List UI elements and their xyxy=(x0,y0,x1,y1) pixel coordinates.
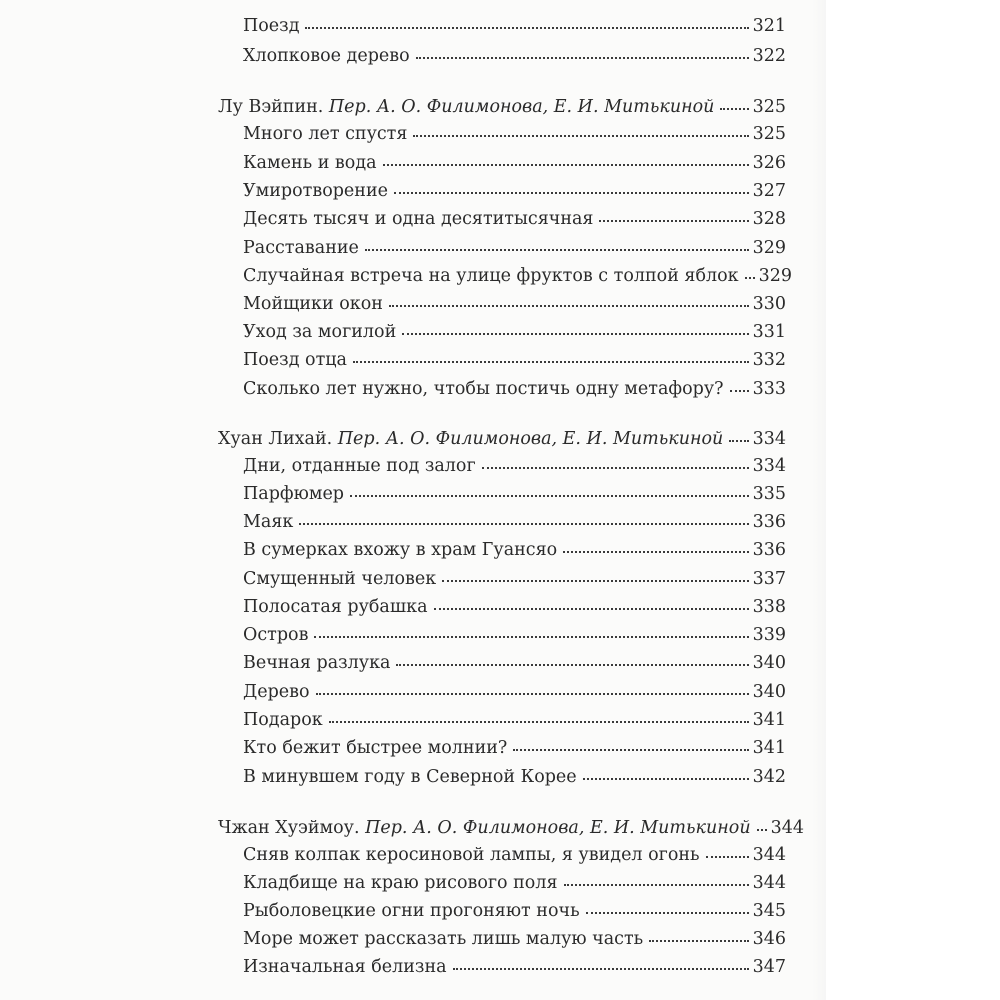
toc-entry xyxy=(0,929,826,955)
entry-page: 331 xyxy=(752,322,786,342)
dot-leader xyxy=(314,636,748,638)
translator-credit: Пер. А. О. Филимонова, Е. И. Митькиной xyxy=(365,818,751,838)
entry-page: 342 xyxy=(752,767,786,787)
dot-leader xyxy=(434,608,749,610)
entry-title: Изначальная белизна xyxy=(243,957,447,977)
dot-leader xyxy=(383,164,749,166)
entry-page: 334 xyxy=(752,456,786,476)
entry-title: Мойщики окон xyxy=(243,294,383,314)
toc-entry xyxy=(0,350,826,376)
entry-page: 345 xyxy=(752,901,786,921)
dot-leader xyxy=(416,57,749,59)
dot-leader xyxy=(350,495,749,497)
entry-title: Кто бежит быстрее молнии? xyxy=(243,738,508,758)
entry-page: 340 xyxy=(752,653,786,673)
entry-title: Случайная встреча на улице фруктов с толпой яблок xyxy=(243,266,739,286)
author-name: Хуан Лихай. xyxy=(218,429,333,449)
dot-leader xyxy=(396,664,748,666)
dot-leader xyxy=(563,551,748,553)
entry-title: Дни, отданные под залог xyxy=(243,456,476,476)
entry-page: 332 xyxy=(752,350,786,370)
dot-leader xyxy=(453,968,749,970)
toc-entry xyxy=(0,682,826,708)
dot-leader xyxy=(316,693,749,695)
entry-title: Уход за могилой xyxy=(243,322,397,342)
entry-page: 339 xyxy=(752,625,786,645)
dot-leader xyxy=(729,440,748,442)
entry-title: Остров xyxy=(243,625,309,645)
entry-title: Рыболовецкие огни прогоняют ночь xyxy=(243,901,580,921)
entry-page: 335 xyxy=(752,484,786,504)
toc-entry xyxy=(0,209,826,235)
entry-title: Поезд отца xyxy=(243,350,347,370)
dot-leader xyxy=(329,721,749,723)
entry-page: 326 xyxy=(752,153,786,173)
toc-entry xyxy=(0,957,826,983)
entry-title: Полосатая рубашка xyxy=(243,597,428,617)
toc-entry xyxy=(0,266,826,292)
dot-leader xyxy=(394,192,749,194)
entry-title: Поезд xyxy=(243,16,300,36)
toc-entry xyxy=(0,873,826,899)
entry-page: 344 xyxy=(770,818,805,838)
toc-entry xyxy=(0,16,826,42)
dot-leader xyxy=(730,390,749,392)
toc-entry xyxy=(0,767,826,793)
entry-title: Море может рассказать лишь малую часть xyxy=(243,929,644,949)
dot-leader xyxy=(745,277,755,279)
toc-entry xyxy=(0,845,826,871)
entry-page: 321 xyxy=(752,16,786,36)
toc-entry xyxy=(0,456,826,482)
entry-page: 341 xyxy=(752,710,786,730)
toc-entry xyxy=(0,379,826,405)
dot-leader xyxy=(482,467,749,469)
author-heading xyxy=(218,97,714,117)
toc-entry xyxy=(0,597,826,623)
entry-page: 328 xyxy=(752,209,786,229)
entry-page: 329 xyxy=(752,238,786,258)
entry-page: 327 xyxy=(752,181,786,201)
toc-entry xyxy=(0,569,826,595)
entry-page: 344 xyxy=(752,873,786,893)
entry-page: 325 xyxy=(752,124,786,144)
entry-page: 337 xyxy=(752,569,786,589)
entry-page: 336 xyxy=(752,512,786,532)
toc-entry xyxy=(0,181,826,207)
translator-credit: Пер. А. О. Филимонова, Е. И. Митькиной xyxy=(328,97,715,117)
entry-page: 344 xyxy=(752,845,786,865)
dot-leader xyxy=(586,912,749,914)
entry-title: Дерево xyxy=(243,682,310,702)
author-heading xyxy=(218,818,751,838)
entry-title: В сумерках вхожу в храм Гуансяо xyxy=(243,540,558,560)
toc-entry xyxy=(0,738,826,764)
translator-credit: Пер. А. О. Филимонова, Е. И. Митькиной xyxy=(337,429,724,449)
entry-page: 346 xyxy=(752,929,786,949)
entry-title: В минувшем году в Северной Корее xyxy=(243,767,577,787)
dot-leader xyxy=(442,580,748,582)
entry-page: 333 xyxy=(752,379,786,399)
dot-leader xyxy=(413,135,748,137)
author-name: Лу Вэйпин. xyxy=(218,97,324,117)
author-heading xyxy=(218,429,723,449)
toc-entry xyxy=(0,153,826,179)
entry-title: Сняв колпак керосиновой лампы, я увидел огонь xyxy=(243,845,700,865)
entry-title: Десять тысяч и одна десятитысячная xyxy=(243,209,594,229)
entry-page: 325 xyxy=(752,97,786,117)
toc-entry xyxy=(0,322,826,348)
toc-author-entry xyxy=(0,818,826,844)
entry-page: 322 xyxy=(752,46,786,66)
toc-author-entry xyxy=(0,97,826,123)
toc-entry xyxy=(0,512,826,538)
entry-title: Расставание xyxy=(243,238,359,258)
entry-title: Парфюмер xyxy=(243,484,345,504)
author-name: Чжан Хуэймоу. xyxy=(218,818,360,838)
entry-title: Сколько лет нужно, чтобы постичь одну метафору? xyxy=(243,379,724,399)
entry-title: Много лет спустя xyxy=(243,124,408,144)
entry-title: Смущенный человек xyxy=(243,569,437,589)
entry-title: Камень и вода xyxy=(243,153,377,173)
toc-entry xyxy=(0,540,826,566)
dot-leader xyxy=(649,940,748,942)
toc-entry xyxy=(0,238,826,264)
toc-author-entry xyxy=(0,429,826,455)
entry-page: 330 xyxy=(752,294,786,314)
dot-leader xyxy=(513,749,748,751)
toc-entry xyxy=(0,294,826,320)
entry-page: 338 xyxy=(752,597,786,617)
entry-page: 336 xyxy=(752,540,786,560)
dot-leader xyxy=(706,856,749,858)
entry-title: Кладбище на краю рисового поля xyxy=(243,873,558,893)
toc-entry xyxy=(0,484,826,510)
toc-entry xyxy=(0,625,826,651)
dot-leader xyxy=(757,829,767,831)
dot-leader xyxy=(305,27,748,29)
entry-page: 340 xyxy=(752,682,786,702)
toc-entry xyxy=(0,901,826,927)
entry-title: Умиротворение xyxy=(243,181,388,201)
dot-leader xyxy=(599,220,748,222)
entry-title: Хлопковое дерево xyxy=(243,46,410,66)
dot-leader xyxy=(564,884,749,886)
dot-leader xyxy=(353,361,749,363)
toc-entry xyxy=(0,124,826,150)
dot-leader xyxy=(365,249,749,251)
toc-entry xyxy=(0,653,826,679)
entry-page: 341 xyxy=(752,738,786,758)
toc-entry xyxy=(0,710,826,736)
toc-entry xyxy=(0,46,826,72)
dot-leader xyxy=(389,305,749,307)
dot-leader xyxy=(583,778,749,780)
entry-page: 329 xyxy=(758,266,793,286)
dot-leader xyxy=(720,108,748,110)
dot-leader xyxy=(402,333,748,335)
dot-leader xyxy=(299,523,748,525)
entry-title: Подарок xyxy=(243,710,323,730)
entry-title: Маяк xyxy=(243,512,294,532)
entry-page: 334 xyxy=(752,429,786,449)
entry-title: Вечная разлука xyxy=(243,653,391,673)
entry-page: 347 xyxy=(752,957,786,977)
